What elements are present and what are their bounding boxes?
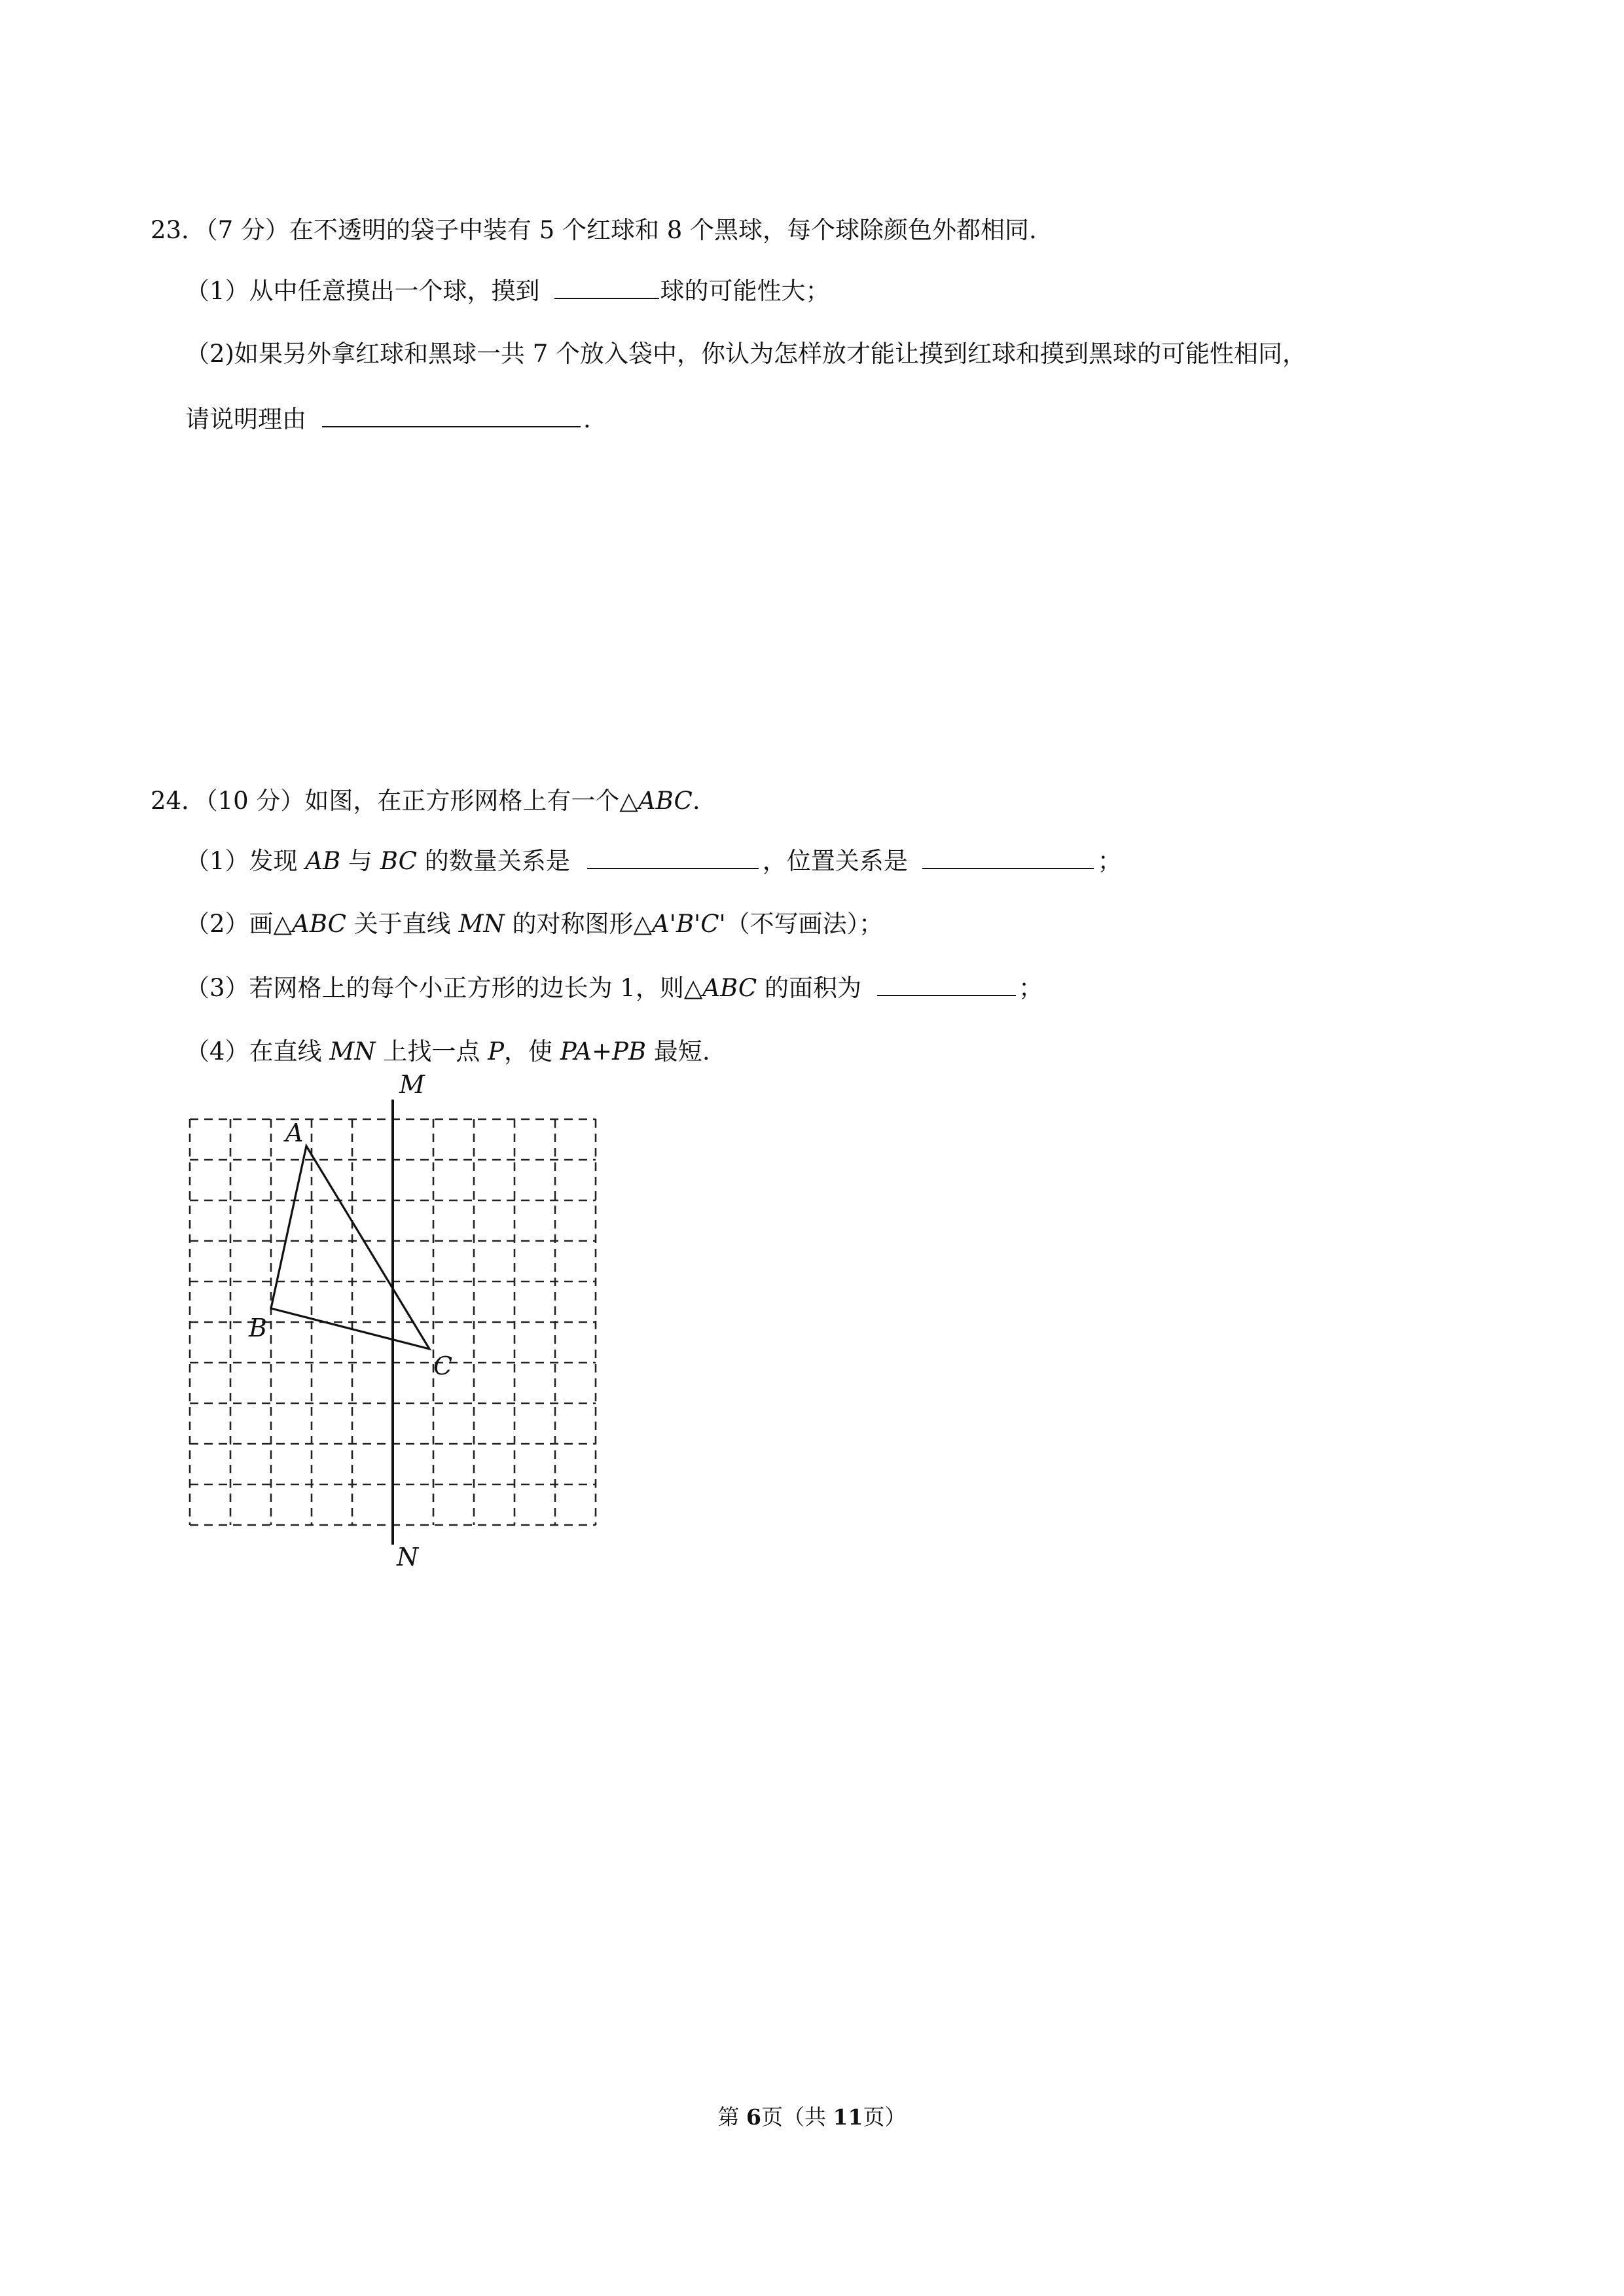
q24-part2: （2）画△ABC 关于直线 MN 的对称图形△A'B'C'（不写画法）；	[185, 910, 884, 938]
answer-blank[interactable]	[322, 406, 581, 427]
grid-figure	[177, 1073, 609, 1571]
q23-part1: （1）从中任意摸出一个球，摸到 球的可能性大；	[185, 277, 830, 305]
label-m: M	[399, 1073, 425, 1099]
answer-blank[interactable]	[922, 848, 1094, 869]
answer-blank[interactable]	[554, 278, 659, 299]
page-total: 11	[833, 2104, 863, 2130]
q24-part1: （1）发现 AB 与 BC 的数量关系是 ，位置关系是 ；	[185, 847, 1122, 875]
label-a: A	[285, 1119, 304, 1147]
page-number: 6	[746, 2104, 762, 2130]
label-n: N	[397, 1543, 419, 1571]
answer-blank[interactable]	[587, 848, 759, 869]
answer-blank[interactable]	[877, 975, 1016, 996]
page-footer: 第 6页（共 11页）	[717, 2104, 907, 2130]
q24-title: 24．（10 分）如图，在正方形网格上有一个△ABC.	[151, 787, 700, 815]
q24-part4: （4）在直线 MN 上找一点 P，使 PA+PB 最短.	[185, 1037, 710, 1066]
q23-title: 23．（7 分）在不透明的袋子中装有 5 个红球和 8 个黑球，每个球除颜色外都相同.	[151, 216, 1037, 244]
q23-part2-cont: 请说明理由 .	[185, 405, 591, 433]
q23-part2: （2)如果另外拿红球和黑球一共 7 个放入袋中，你认为怎样放才能让摸到红球和摸到黑球的可能性相同，	[185, 340, 1307, 368]
label-b: B	[249, 1314, 267, 1342]
q24-part3: （3）若网格上的每个小正方形的边长为 1，则△ABC 的面积为 ；	[185, 974, 1043, 1002]
triangle-abc	[271, 1146, 429, 1349]
label-c: C	[433, 1352, 453, 1380]
